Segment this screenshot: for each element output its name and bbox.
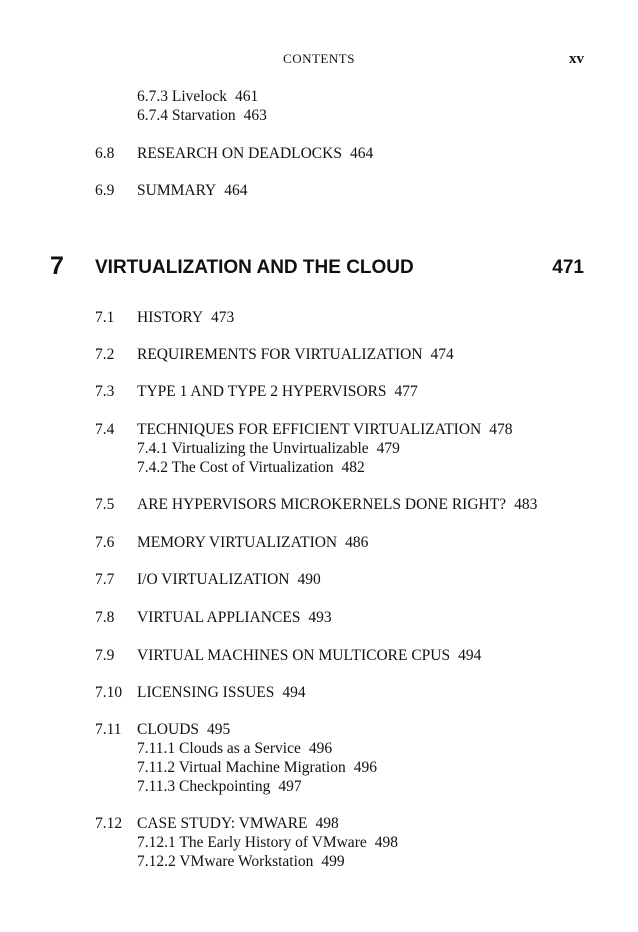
toc-subsection-title: 7.12.1 The Early History of VMware [137, 834, 367, 851]
toc-page-number: 498 [374, 834, 398, 851]
folio-page-number: xv [569, 51, 584, 67]
toc-section-number: 7.2 [95, 346, 115, 363]
toc-section-number: 6.8 [95, 145, 115, 162]
toc-section-title: SUMMARY [137, 182, 217, 199]
toc-page-number: 464 [349, 145, 374, 162]
toc-subsection [137, 440, 400, 458]
toc-page-number: 477 [394, 383, 418, 400]
toc-section-title: LICENSING ISSUES [137, 684, 275, 701]
toc-page-number: 464 [224, 182, 248, 199]
toc-section-number: 7.1 [95, 309, 115, 326]
toc-section-number: 7.9 [95, 647, 115, 664]
toc-subsection-title: 7.12.2 VMware Workstation [137, 853, 314, 870]
chapter-page-number: 471 [552, 257, 584, 278]
toc-section-title: VIRTUAL MACHINES ON MULTICORE CPUS [137, 647, 451, 664]
toc-subsection-title: 6.7.3 Livelock [137, 88, 227, 105]
toc-subsection-title: 6.7.4 Starvation [137, 107, 236, 124]
toc-section-number: 7.7 [95, 571, 115, 588]
toc-page-number: 474 [430, 346, 454, 363]
toc-page-number: 461 [234, 88, 259, 105]
toc-section-number: 7.6 [95, 534, 115, 551]
toc-subsection-title: 7.11.1 Clouds as a Service [137, 740, 301, 757]
toc-subsection [137, 107, 267, 125]
toc-section-number: 7.4 [95, 421, 115, 438]
toc-section-title: ARE HYPERVISORS MICROKERNELS DONE RIGHT? [137, 496, 507, 513]
toc-subsection-title: 7.4.2 The Cost of Virtualization [137, 459, 334, 476]
toc-section-number: 7.8 [95, 609, 115, 626]
toc-page-number: 498 [315, 815, 339, 832]
toc-page-number: 496 [308, 740, 333, 757]
toc-subsection [137, 778, 302, 796]
toc-section-title: VIRTUAL APPLIANCES [137, 609, 301, 626]
toc-subsection [137, 88, 258, 106]
toc-page-number: 478 [489, 421, 513, 438]
toc-subsection-title: 7.11.2 Virtual Machine Migration [137, 759, 346, 776]
toc-section-title: I/O VIRTUALIZATION [137, 571, 290, 588]
toc-section-number: 6.9 [95, 182, 115, 199]
running-title: CONTENTS [283, 51, 355, 66]
toc-page-number: 483 [514, 496, 538, 513]
toc-section-number: 7.11 [95, 721, 122, 738]
toc-page-number: 463 [243, 107, 267, 124]
toc-section-title: MEMORY VIRTUALIZATION [137, 534, 338, 551]
toc-section-title: CASE STUDY: VMWARE [137, 815, 308, 832]
toc-page-number: 499 [321, 853, 345, 870]
toc-subsection [137, 853, 345, 871]
toc-page-number: 490 [297, 571, 321, 588]
chapter-title: VIRTUALIZATION AND THE CLOUD [95, 257, 414, 278]
toc-subsection [137, 740, 332, 758]
toc-section-title: TYPE 1 AND TYPE 2 HYPERVISORS [137, 383, 387, 400]
toc-page-number: 496 [353, 759, 377, 776]
toc-page-number: 482 [341, 459, 365, 476]
toc-page-number: 494 [282, 684, 306, 701]
toc-subsection [137, 759, 377, 777]
toc-section-number: 7.3 [95, 383, 115, 400]
toc-page-number: 493 [308, 609, 332, 626]
toc-section-title: CLOUDS [137, 721, 200, 738]
running-head [0, 51, 638, 69]
toc-page-number: 473 [211, 309, 235, 326]
toc-subsection [137, 459, 365, 477]
toc-section-title: TECHNIQUES FOR EFFICIENT VIRTUALIZATION [137, 421, 482, 438]
toc-section-number: 7.12 [95, 815, 123, 832]
toc-subsection-title: 7.11.3 Checkpointing [137, 778, 271, 795]
toc-page-number: 497 [278, 778, 302, 795]
toc-page-number: 495 [207, 721, 231, 738]
toc-section-title: RESEARCH ON DEADLOCKS [137, 145, 342, 162]
toc-section-number: 7.5 [95, 496, 115, 513]
toc-page-number: 486 [345, 534, 369, 551]
toc-section-number: 7.10 [95, 684, 123, 701]
chapter-number: 7 [50, 252, 64, 280]
toc-page-number: 494 [458, 647, 482, 664]
toc-section-title: HISTORY [137, 309, 204, 326]
toc-subsection-title: 7.4.1 Virtualizing the Unvirtualizable [137, 440, 369, 457]
toc-page-number: 479 [376, 440, 400, 457]
toc-subsection [137, 834, 398, 852]
toc-section-title: REQUIREMENTS FOR VIRTUALIZATION [137, 346, 423, 363]
